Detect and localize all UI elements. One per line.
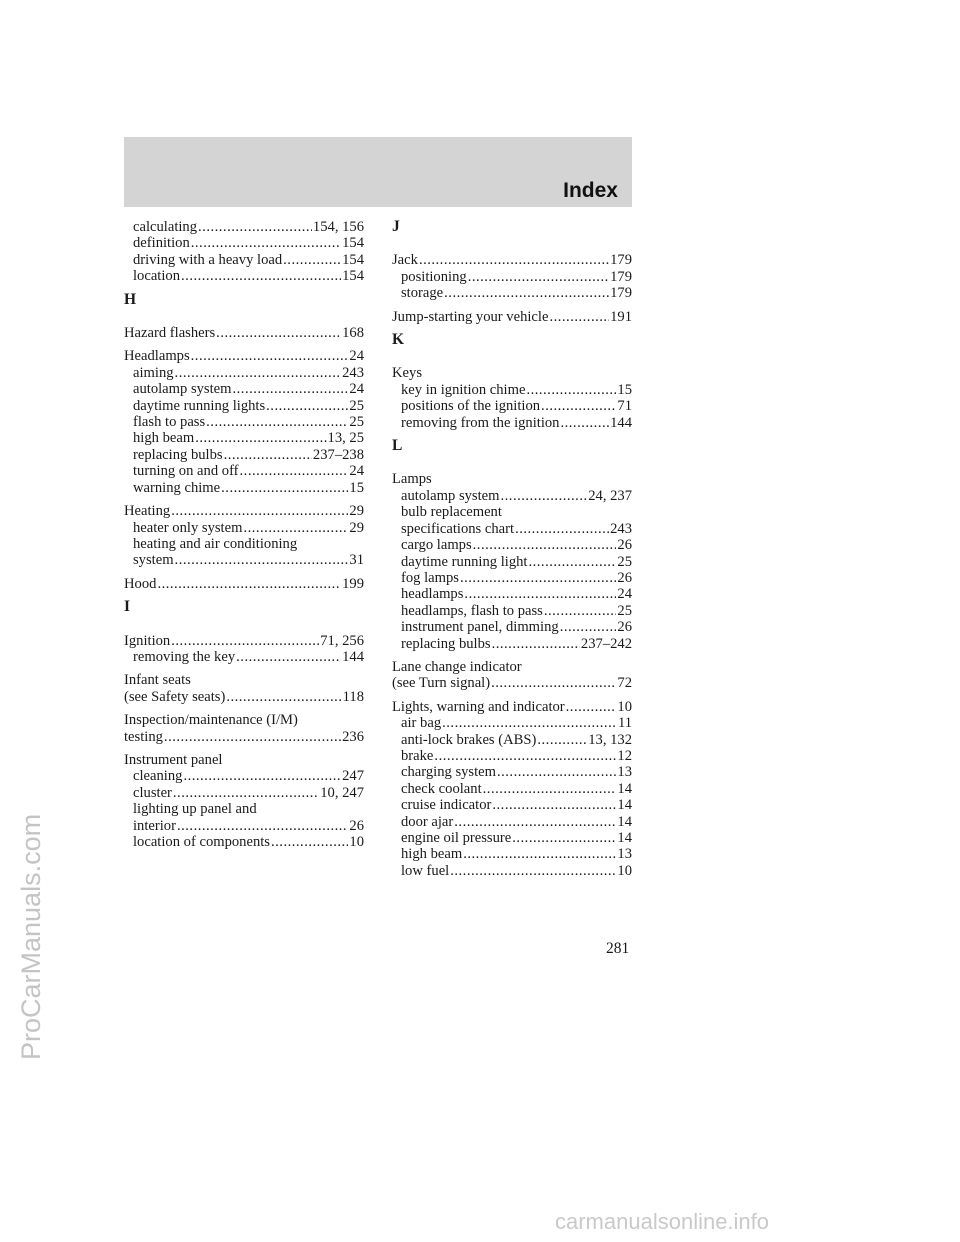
dot-leader bbox=[541, 398, 616, 414]
index-term-text: Ignition bbox=[124, 632, 171, 649]
dot-leader bbox=[226, 689, 341, 705]
index-subentry bbox=[392, 521, 632, 537]
index-term-text: positions of the ignition bbox=[401, 398, 541, 415]
index-page-ref: 199 bbox=[342, 575, 364, 592]
index-term-text: door ajar bbox=[401, 813, 454, 830]
index-subentry bbox=[124, 268, 364, 284]
index-term bbox=[124, 752, 364, 768]
dot-leader bbox=[492, 636, 580, 652]
header-band bbox=[124, 137, 632, 207]
index-page-ref: 25 bbox=[617, 553, 632, 570]
index-subentry bbox=[392, 570, 632, 586]
index-term-text: autolamp system bbox=[133, 381, 232, 398]
index-term-text: specifications chart bbox=[401, 520, 515, 537]
index-page-ref: 26 bbox=[617, 619, 632, 636]
index-subentry bbox=[392, 619, 632, 635]
index-subentry bbox=[392, 603, 632, 619]
index-term-text: anti-lock brakes (ABS) bbox=[401, 731, 537, 748]
index-subentry bbox=[124, 480, 364, 496]
index-term-text: storage bbox=[401, 285, 444, 302]
section-title: Index bbox=[563, 179, 618, 202]
index-page-ref: 13, 132 bbox=[588, 731, 632, 748]
index-term-text: Hood bbox=[124, 575, 157, 592]
index-term bbox=[392, 252, 632, 268]
index-subentry bbox=[392, 554, 632, 570]
index-page-ref: 10 bbox=[617, 698, 632, 715]
index-subentry bbox=[392, 748, 632, 764]
index-letter-heading: H bbox=[124, 290, 137, 308]
index-page-ref: 154 bbox=[342, 251, 364, 268]
dot-leader bbox=[171, 503, 348, 519]
index-page-ref: 154, 156 bbox=[312, 219, 364, 235]
dot-leader bbox=[460, 570, 616, 586]
index-page-ref: 25 bbox=[349, 397, 364, 414]
index-letter-heading: L bbox=[392, 437, 403, 455]
index-page-ref: 14 bbox=[617, 830, 632, 846]
dot-leader bbox=[419, 252, 609, 268]
index-subentry bbox=[392, 398, 632, 414]
index-term-text: Lights, warning and indicator bbox=[392, 698, 565, 715]
index-page-ref: 12 bbox=[617, 747, 632, 764]
index-page-ref: 179 bbox=[610, 252, 632, 269]
index-page-ref: 25 bbox=[617, 602, 632, 619]
index-page-ref: 24 bbox=[617, 586, 632, 603]
index-subentry bbox=[124, 801, 364, 817]
dot-leader bbox=[442, 715, 617, 731]
index-term-text: system bbox=[133, 552, 174, 569]
index-term-text: headlamps, flash to pass bbox=[401, 602, 543, 619]
dot-leader bbox=[233, 381, 349, 397]
index-page-ref: 72 bbox=[617, 675, 632, 692]
dot-leader bbox=[434, 748, 616, 764]
index-term-text: heater only system bbox=[133, 519, 243, 536]
index-subentry bbox=[124, 552, 364, 568]
index-entry bbox=[392, 659, 632, 692]
index-subentry bbox=[124, 463, 364, 479]
index-term-text: cruise indicator bbox=[401, 797, 492, 814]
index-term-text: daytime running light bbox=[401, 553, 528, 570]
index-term-text: high beam bbox=[133, 430, 195, 447]
index-term-text: cluster bbox=[133, 784, 172, 801]
index-page-ref: 15 bbox=[617, 381, 632, 398]
dot-leader bbox=[444, 285, 609, 301]
index-page-ref: 25 bbox=[349, 414, 364, 431]
index-term-text: definition bbox=[133, 235, 190, 252]
index-subentry bbox=[124, 447, 364, 463]
index-term-text: warning chime bbox=[133, 479, 221, 496]
index-page-ref: 243 bbox=[342, 364, 364, 381]
dot-leader bbox=[483, 781, 617, 797]
dot-leader bbox=[191, 235, 341, 251]
index-subentry bbox=[392, 797, 632, 813]
index-page-ref: 118 bbox=[342, 688, 364, 705]
dot-leader bbox=[206, 414, 348, 430]
index-entry bbox=[392, 471, 632, 651]
dot-leader bbox=[528, 554, 616, 570]
dot-leader bbox=[468, 269, 609, 285]
index-column-right bbox=[392, 219, 632, 886]
index-term-text: Lamps bbox=[392, 471, 432, 488]
index-subentry bbox=[124, 536, 364, 552]
index-entry bbox=[124, 752, 364, 850]
index-term-text: location bbox=[133, 268, 181, 285]
index-page-ref: 237–238 bbox=[312, 446, 364, 463]
index-subentry bbox=[124, 219, 364, 235]
index-term-text: autolamp system bbox=[401, 487, 500, 504]
dot-leader bbox=[236, 649, 341, 665]
index-term-text: air bag bbox=[401, 715, 442, 732]
index-term-text: Infant seats bbox=[124, 672, 191, 689]
index-subentry bbox=[124, 398, 364, 414]
dot-leader bbox=[454, 814, 616, 830]
index-term bbox=[124, 633, 364, 649]
index-column-left bbox=[124, 219, 364, 857]
index-entry bbox=[124, 503, 364, 569]
index-subentry bbox=[124, 381, 364, 397]
dot-leader bbox=[266, 398, 348, 414]
index-term-text: driving with a heavy load bbox=[133, 251, 283, 268]
index-page-ref: 29 bbox=[349, 503, 364, 520]
index-term bbox=[392, 675, 632, 691]
dot-leader bbox=[216, 325, 341, 341]
index-page-ref: 237–242 bbox=[580, 635, 632, 652]
index-page-ref: 13, 25 bbox=[327, 430, 364, 447]
index-page-ref: 236 bbox=[342, 728, 364, 745]
index-term-text: heating and air conditioning bbox=[133, 535, 298, 552]
index-term-text: Keys bbox=[392, 365, 422, 382]
index-page-ref: 15 bbox=[349, 479, 364, 496]
dot-leader bbox=[221, 480, 348, 496]
index-entry bbox=[392, 699, 632, 879]
index-term-text: Inspection/maintenance (I/M) bbox=[124, 712, 298, 729]
index-page-ref: 247 bbox=[342, 768, 364, 785]
index-term-text: charging system bbox=[401, 764, 496, 781]
watermark-side: ProCarManuals.com bbox=[16, 813, 46, 1060]
dot-leader bbox=[512, 830, 616, 846]
index-page-ref: 10 bbox=[349, 834, 364, 850]
index-subentry bbox=[392, 732, 632, 748]
index-term-text: testing bbox=[124, 728, 163, 745]
index-subentry bbox=[392, 830, 632, 846]
index-term-text: Heating bbox=[124, 503, 171, 520]
index-term-text: brake bbox=[401, 747, 434, 764]
index-term bbox=[124, 503, 364, 519]
index-subentry bbox=[392, 846, 632, 862]
dot-leader bbox=[164, 729, 341, 745]
index-subentry bbox=[392, 537, 632, 553]
index-subentry bbox=[124, 785, 364, 801]
index-page-ref: 14 bbox=[617, 797, 632, 814]
index-term-text: replacing bulbs bbox=[401, 635, 491, 652]
index-page-ref: 24 bbox=[349, 348, 364, 365]
index-subentry bbox=[392, 269, 632, 285]
index-page-ref: 10, 247 bbox=[320, 784, 364, 801]
index-page-ref: 26 bbox=[617, 569, 632, 586]
dot-leader bbox=[501, 488, 588, 504]
index-term-text: removing from the ignition bbox=[401, 414, 560, 431]
index-subentry bbox=[124, 414, 364, 430]
index-term bbox=[124, 729, 364, 745]
index-page-ref: 13 bbox=[617, 764, 632, 781]
dot-leader bbox=[195, 430, 326, 446]
dot-leader bbox=[515, 521, 609, 537]
dot-leader bbox=[240, 463, 349, 479]
index-entry bbox=[392, 252, 632, 301]
index-page-ref: 24 bbox=[349, 381, 364, 398]
index-entry bbox=[124, 633, 364, 666]
index-term-text: low fuel bbox=[401, 862, 450, 879]
index-term-text: replacing bulbs bbox=[133, 446, 223, 463]
page-number: 281 bbox=[606, 940, 630, 957]
index-term-text: aiming bbox=[133, 364, 174, 381]
index-term-text: Instrument panel bbox=[124, 751, 223, 768]
dot-leader bbox=[497, 764, 616, 780]
dot-leader bbox=[464, 586, 616, 602]
index-subentry bbox=[124, 365, 364, 381]
index-subentry bbox=[392, 863, 632, 879]
index-page-ref: 31 bbox=[349, 552, 364, 569]
index-term bbox=[392, 309, 632, 325]
index-term-text: interior bbox=[133, 817, 176, 834]
index-subentry bbox=[392, 415, 632, 431]
dot-leader bbox=[544, 603, 617, 619]
index-entry bbox=[124, 672, 364, 705]
index-subentry bbox=[392, 715, 632, 731]
index-term-text: bulb replacement bbox=[401, 504, 502, 521]
index-page-ref: 10 bbox=[617, 862, 632, 879]
index-term-text: calculating bbox=[133, 219, 198, 235]
index-term-text: cargo lamps bbox=[401, 537, 472, 554]
dot-leader bbox=[463, 846, 616, 862]
index-page-ref: 11 bbox=[617, 715, 632, 732]
index-page-ref: 24 bbox=[349, 463, 364, 480]
dot-leader bbox=[283, 252, 341, 268]
index-page-ref: 144 bbox=[342, 648, 364, 665]
index-page-ref: 191 bbox=[610, 308, 632, 325]
index-page-ref: 71, 256 bbox=[320, 632, 364, 649]
index-page-ref: 14 bbox=[617, 813, 632, 830]
index-subentry bbox=[124, 768, 364, 784]
dot-leader bbox=[175, 552, 349, 568]
index-entry bbox=[124, 348, 364, 496]
index-term bbox=[124, 325, 364, 341]
index-entry bbox=[392, 365, 632, 431]
dot-leader bbox=[243, 520, 348, 536]
index-subentry bbox=[124, 520, 364, 536]
dot-leader bbox=[191, 348, 349, 364]
dot-leader bbox=[175, 365, 342, 381]
index-term-text: flash to pass bbox=[133, 414, 206, 431]
index-term bbox=[392, 365, 632, 381]
index-subentry bbox=[124, 818, 364, 834]
dot-leader bbox=[271, 834, 348, 850]
index-term-text: removing the key bbox=[133, 648, 236, 665]
watermark-bottom: carmanualsonline.info bbox=[555, 1209, 770, 1234]
index-letter-heading: I bbox=[124, 598, 131, 616]
dot-leader bbox=[173, 785, 319, 801]
dot-leader bbox=[473, 537, 617, 553]
dot-leader bbox=[526, 382, 616, 398]
dot-leader bbox=[537, 732, 587, 748]
index-term-text: daytime running lights bbox=[133, 397, 266, 414]
index-entry bbox=[392, 309, 632, 325]
dot-leader bbox=[492, 797, 616, 813]
index-subentry bbox=[392, 814, 632, 830]
index-entry bbox=[124, 219, 364, 285]
index-page-ref: 14 bbox=[617, 780, 632, 797]
index-subentry bbox=[392, 586, 632, 602]
index-subentry bbox=[392, 781, 632, 797]
dot-leader bbox=[450, 863, 616, 879]
index-term-text: cleaning bbox=[133, 768, 183, 785]
index-letter-heading: J bbox=[392, 218, 400, 235]
index-term bbox=[124, 672, 364, 688]
index-page-ref: 144 bbox=[610, 414, 632, 431]
dot-leader bbox=[549, 309, 609, 325]
index-term-text: location of components bbox=[133, 834, 270, 850]
index-term-text: engine oil pressure bbox=[401, 830, 512, 846]
index-page-ref: 154 bbox=[342, 235, 364, 252]
index-term-text: headlamps bbox=[401, 586, 464, 603]
index-term bbox=[392, 471, 632, 487]
index-subentry bbox=[124, 235, 364, 251]
index-page-ref: 26 bbox=[349, 817, 364, 834]
index-page-ref: 168 bbox=[342, 325, 364, 342]
dot-leader bbox=[181, 268, 341, 284]
dot-leader bbox=[566, 699, 617, 715]
index-term bbox=[392, 699, 632, 715]
index-page-ref: 29 bbox=[349, 519, 364, 536]
dot-leader bbox=[171, 633, 319, 649]
dot-leader bbox=[183, 768, 341, 784]
index-term-text: fog lamps bbox=[401, 569, 459, 586]
index-term-text: Headlamps bbox=[124, 348, 190, 365]
index-page-ref: 154 bbox=[342, 268, 364, 285]
index-letter-heading: K bbox=[392, 331, 405, 349]
dot-leader bbox=[560, 415, 609, 431]
index-subentry bbox=[392, 488, 632, 504]
index-subentry bbox=[124, 649, 364, 665]
index-subentry bbox=[392, 764, 632, 780]
index-term-text: Jump-starting your vehicle bbox=[392, 308, 549, 325]
index-term-text: (see Turn signal) bbox=[392, 675, 491, 692]
index-term-text: positioning bbox=[401, 268, 467, 285]
dot-leader bbox=[198, 219, 312, 235]
dot-leader bbox=[224, 447, 312, 463]
index-subentry bbox=[124, 430, 364, 446]
index-page-ref: 243 bbox=[610, 520, 632, 537]
index-term bbox=[124, 576, 364, 592]
index-term-text: check coolant bbox=[401, 780, 482, 797]
index-page-ref: 24, 237 bbox=[588, 487, 632, 504]
dot-leader bbox=[560, 619, 617, 635]
index-term-text: Lane change indicator bbox=[392, 658, 522, 675]
index-term bbox=[392, 659, 632, 675]
dot-leader bbox=[491, 675, 616, 691]
index-subentry bbox=[392, 636, 632, 652]
index-term-text: Jack bbox=[392, 252, 418, 269]
index-page-ref: 71 bbox=[617, 398, 632, 415]
index-term-text: instrument panel, dimming bbox=[401, 619, 559, 636]
index-term-text: high beam bbox=[401, 846, 463, 863]
index-page-ref: 179 bbox=[610, 268, 632, 285]
index-subentry bbox=[392, 285, 632, 301]
index-page-ref: 179 bbox=[610, 285, 632, 302]
index-entry bbox=[124, 576, 364, 592]
index-page-ref: 13 bbox=[617, 846, 632, 863]
index-term-text: Hazard flashers bbox=[124, 325, 216, 342]
index-term-text: key in ignition chime bbox=[401, 381, 526, 398]
index-term bbox=[124, 712, 364, 728]
index-subentry bbox=[392, 504, 632, 520]
dot-leader bbox=[157, 576, 341, 592]
index-subentry bbox=[124, 834, 364, 850]
index-entry bbox=[124, 325, 364, 341]
index-subentry bbox=[392, 382, 632, 398]
index-term bbox=[124, 689, 364, 705]
index-term-text: lighting up panel and bbox=[133, 801, 257, 818]
index-page-ref: 26 bbox=[617, 537, 632, 554]
index-term-text: (see Safety seats) bbox=[124, 688, 226, 705]
dot-leader bbox=[177, 818, 348, 834]
index-term bbox=[124, 348, 364, 364]
index-entry bbox=[124, 712, 364, 745]
index-term-text: turning on and off bbox=[133, 463, 239, 480]
index-subentry bbox=[124, 252, 364, 268]
